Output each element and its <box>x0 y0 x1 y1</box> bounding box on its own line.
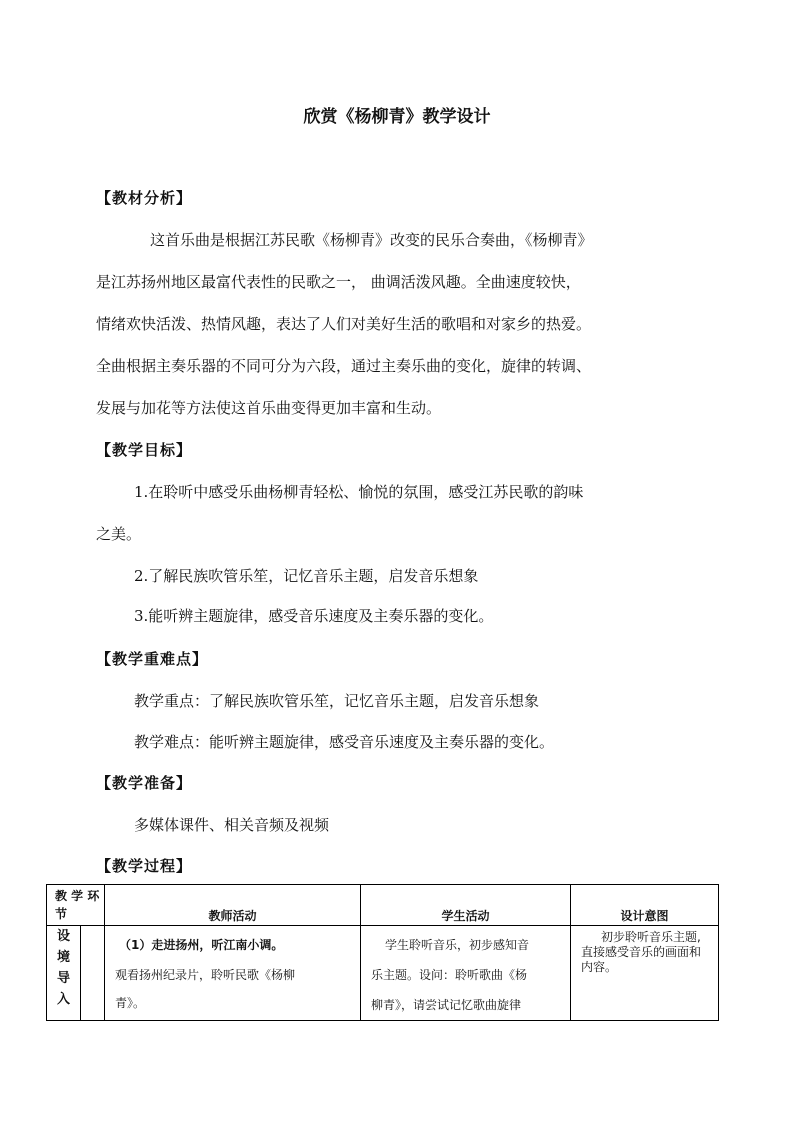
analysis-line: 全曲根据主奏乐器的不同可分为六段，通过主奏乐曲的变化，旋律的转调、 <box>96 357 592 375</box>
section-heading-analysis: 【教材分析】 <box>96 189 193 207</box>
header-teacher-label: 教师活动 <box>208 909 257 923</box>
student-text: 柳青》，请尝试记忆歌曲旋律 <box>371 998 522 1012</box>
table-header-row <box>47 885 719 926</box>
analysis-line: 这首乐曲是根据江苏民歌《杨柳青》改变的民乐合奏曲，《杨柳青》 <box>150 231 593 249</box>
student-text: 乐主题。设问：聆听歌曲《杨 <box>371 968 528 982</box>
header-intent <box>571 885 719 926</box>
analysis-line: 情绪欢快活泼、热情风趣，表达了人们对美好生活的歌唱和对家乡的热爱。 <box>96 315 592 333</box>
analysis-line: 是江苏扬州地区最富代表性的民歌之一， 曲调活泼风趣。全曲速度较快， <box>96 273 581 291</box>
keypoint-item: 教学重点：了解民族吹管乐笙，记忆音乐主题，启发音乐想象 <box>134 692 540 710</box>
teacher-step-title: （1）走进扬州，听江南小调。 <box>119 938 284 952</box>
teacher-text: 青》。 <box>115 996 146 1010</box>
header-intent-label: 设计意图 <box>620 909 669 923</box>
prep-text: 多媒体课件、相关音频及视频 <box>134 816 330 834</box>
process-table <box>46 884 719 1021</box>
header-student <box>361 885 571 926</box>
analysis-line: 发展与加花等方法使这首乐曲变得更加丰富和生动。 <box>96 399 442 417</box>
student-text: 学生聆听音乐，初步感知音 <box>385 938 530 952</box>
goal-item: 3.能听辨主题旋律，感受音乐速度及主奏乐器的变化。 <box>134 607 494 625</box>
section-heading-prep: 【教学准备】 <box>96 774 193 792</box>
intent-cell <box>571 926 719 1021</box>
header-stage-label: 教 学 环 节 <box>55 889 100 921</box>
section-heading-process: 【教学过程】 <box>96 857 193 875</box>
stage-cell <box>47 926 81 1021</box>
teacher-text: 观看扬州纪录片，聆听民歌《杨柳 <box>115 968 296 982</box>
header-stage <box>47 885 105 926</box>
table-row <box>47 926 719 1021</box>
stage-label: 设境导入 <box>56 929 70 1007</box>
intent-text: 初步聆听音乐主题,直接感受音乐的画面和内容。 <box>581 930 702 974</box>
header-teacher <box>105 885 361 926</box>
stage-spacer-cell <box>81 926 105 1021</box>
goal-item: 之美。 <box>96 525 142 543</box>
header-student-label: 学生活动 <box>441 909 490 923</box>
document-title: 欣赏《杨柳青》教学设计 <box>303 107 491 127</box>
goal-item: 1.在聆听中感受乐曲杨柳青轻松、愉悦的氛围，感受江苏民歌的韵味 <box>134 483 584 501</box>
keypoint-item: 教学难点：能听辨主题旋律，感受音乐速度及主奏乐器的变化。 <box>134 733 555 751</box>
teacher-cell <box>105 926 361 1021</box>
goal-item: 2.了解民族吹管乐笙，记忆音乐主题，启发音乐想象 <box>134 567 479 585</box>
section-heading-keypoints: 【教学重难点】 <box>96 650 209 668</box>
section-heading-goals: 【教学目标】 <box>96 441 193 459</box>
student-cell <box>361 926 571 1021</box>
